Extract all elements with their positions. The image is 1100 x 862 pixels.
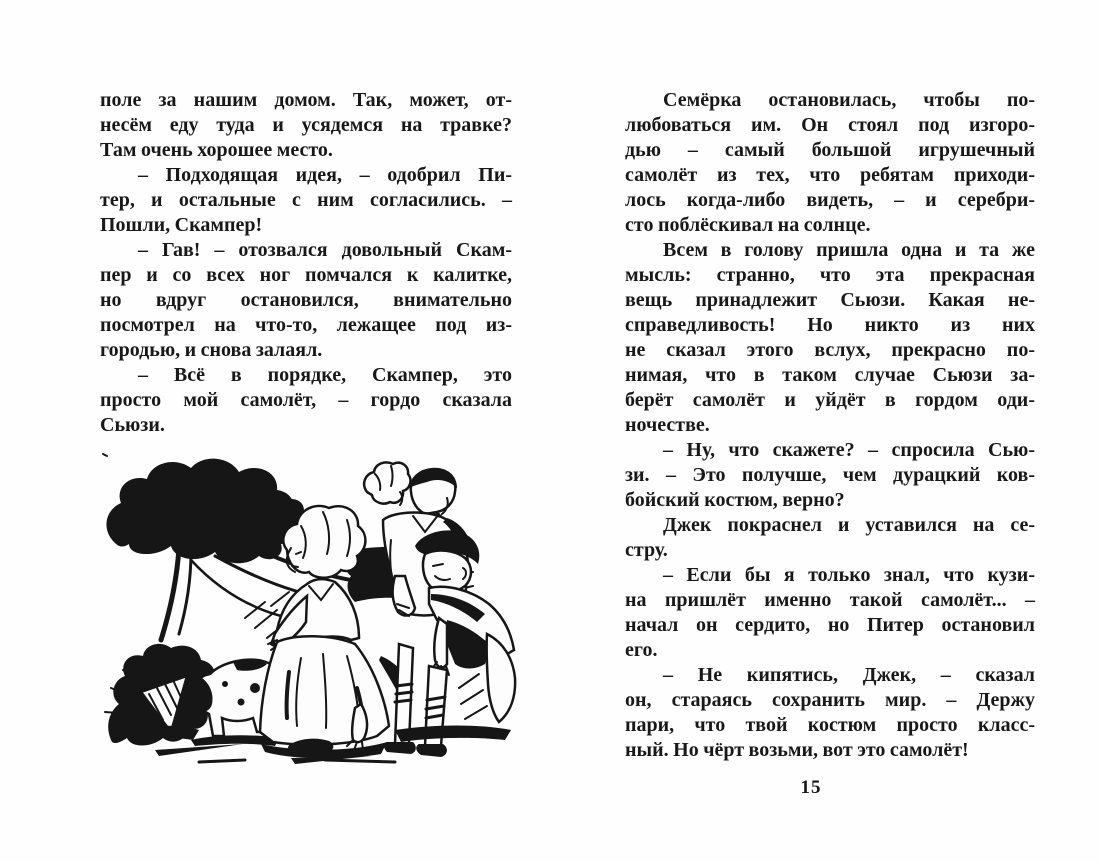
left-page <box>100 88 512 438</box>
text-line: – Гав! – отозвался довольный Скам- <box>138 239 512 261</box>
text-line: ночестве. <box>625 414 710 436</box>
illustration-figure <box>95 448 520 766</box>
text-line: – Подходящая идея, – одобрил Пи- <box>138 164 512 186</box>
text-line: – Не кипятись, Джек, – сказал <box>663 664 1035 686</box>
right-page <box>625 88 1035 799</box>
page-number: 15 <box>800 777 822 798</box>
text-line: не сказал этого вслух, прекрасно по- <box>625 339 1035 361</box>
text-line: зи. – Это получше, чем дурацкий ков- <box>625 464 1035 486</box>
text-line: берёт самолёт и уйдёт в гордом оди- <box>625 389 1035 411</box>
text-line: Пошли, Скампер! <box>100 214 263 236</box>
text-line: стру. <box>625 539 668 561</box>
left-text-block <box>100 88 512 438</box>
text-line: но вдруг остановился, внимательно <box>100 289 512 311</box>
text-line: посмотрел на что-то, лежащее под из- <box>100 314 512 336</box>
text-line: городью, и снова залаял. <box>100 339 323 361</box>
text-line: просто мой самолёт, – гордо сказала <box>100 389 512 411</box>
text-line: Всем в голову пришла одна и та же <box>663 239 1035 261</box>
text-line: лось когда-либо видеть, – и серебри- <box>625 189 1035 211</box>
text-line: вещь принадлежит Сьюзи. Какая не- <box>625 289 1035 311</box>
text-line: – Если бы я только знал, что кузи- <box>663 564 1035 586</box>
text-line: мысль: странно, что эта прекрасная <box>625 264 1035 286</box>
text-line: Там очень хорошее место. <box>100 139 333 161</box>
text-line: ный. Но чёрт возьми, вот это самолёт! <box>625 739 969 761</box>
text-line: бойский костюм, верно? <box>625 489 845 511</box>
text-line: Джек покраснел и уставился на се- <box>663 514 1035 536</box>
text-line: поле за нашим домом. Так, может, от- <box>100 89 512 111</box>
text-line: пари, что твой костюм просто класс- <box>625 714 1035 736</box>
right-text-block <box>625 88 1035 763</box>
text-line: самолёт из тех, что ребятам приходи- <box>625 164 1035 186</box>
text-line: начал он сердито, но Питер остановил <box>625 614 1035 636</box>
text-line: – Ну, что скажете? – спросила Сью- <box>663 439 1035 461</box>
illustration-children-and-dog <box>95 448 520 766</box>
text-line: его. <box>625 639 658 661</box>
text-line: нимая, что в таком случае Сьюзи за- <box>625 364 1035 386</box>
text-line: справедливость! Но никто из них <box>625 314 1035 336</box>
text-line: Сьюзи. <box>100 414 165 436</box>
text-line: несём еду туда и усядемся на травке? <box>100 114 512 136</box>
text-line: любоваться им. Он стоял под изгоро- <box>625 114 1035 136</box>
text-line: он, стараясь сохранить мир. – Держу <box>625 689 1035 711</box>
text-line: – Всё в порядке, Скампер, это <box>138 364 512 386</box>
text-line: тер, и остальные с ним согласились. – <box>100 189 512 211</box>
text-line: дью – самый большой игрушечный <box>625 139 1035 161</box>
text-line: Семёрка остановилась, чтобы по- <box>663 89 1035 111</box>
text-line: на пришлёт именно такой самолёт... – <box>625 589 1035 611</box>
text-line: пер и со всех ног помчался к калитке, <box>100 264 512 286</box>
text-line: сто поблёскивал на солнце. <box>625 214 871 236</box>
